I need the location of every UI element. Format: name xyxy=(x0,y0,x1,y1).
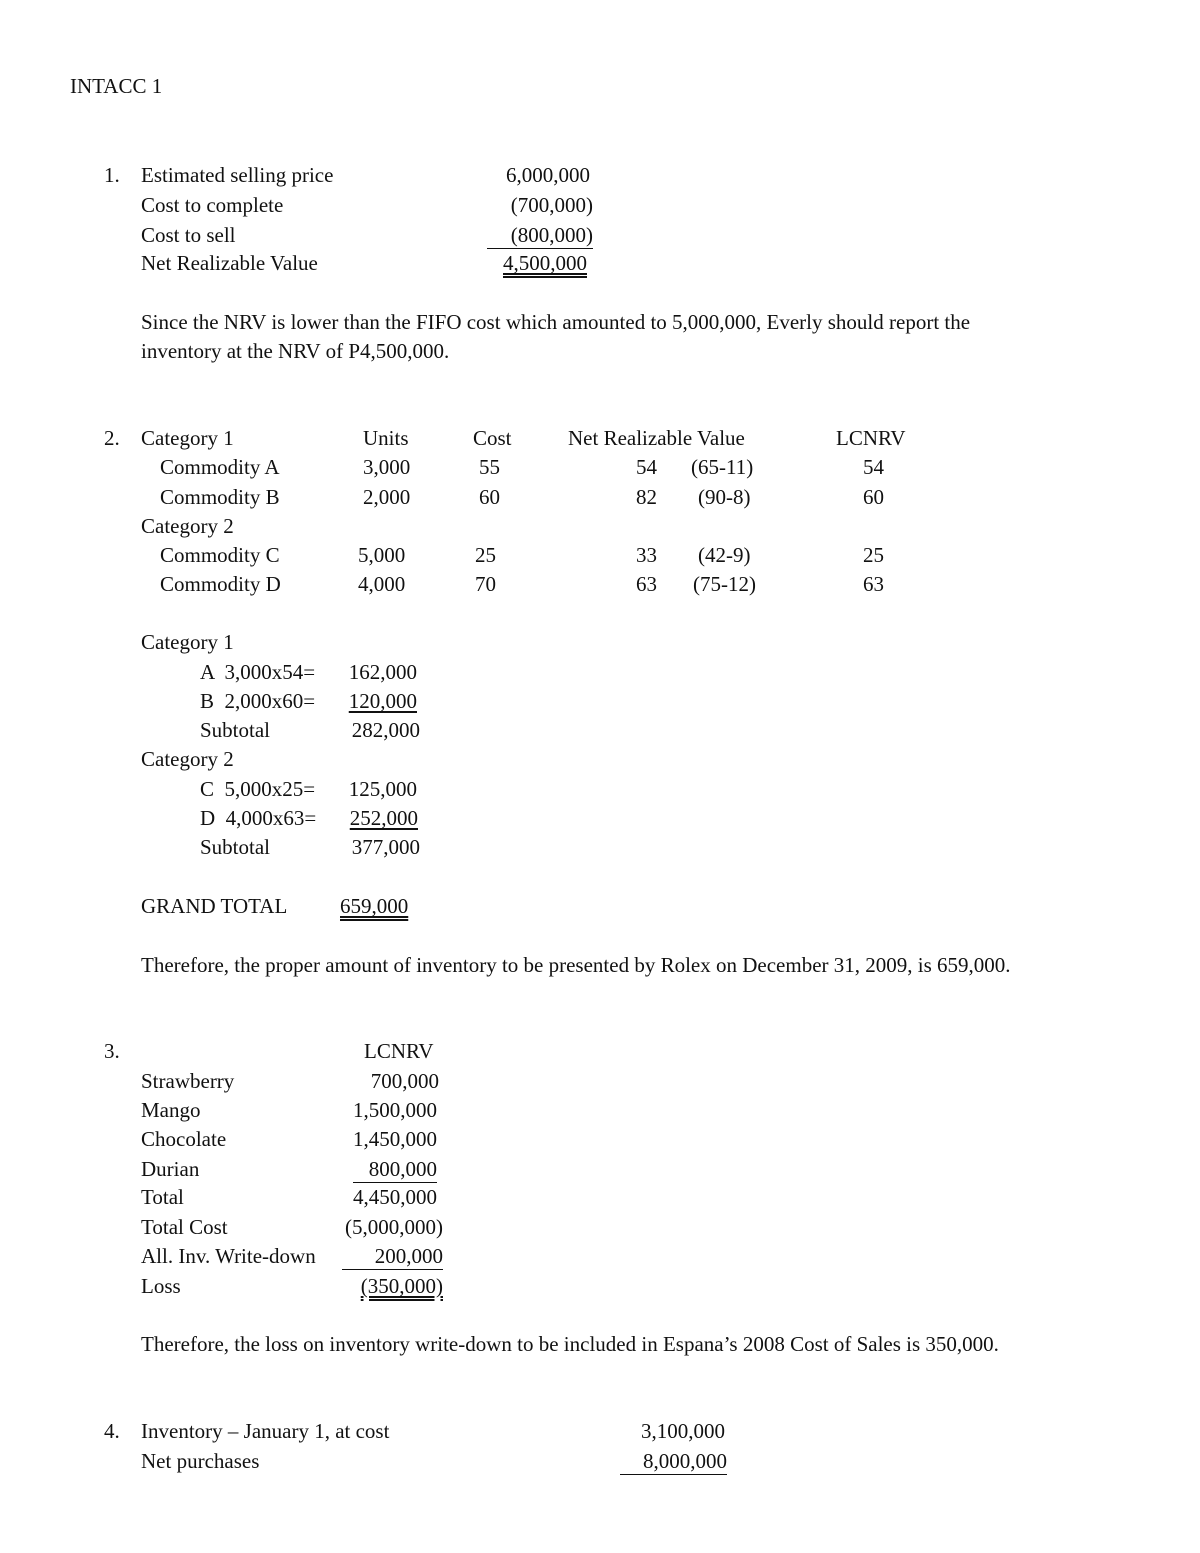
row-label: Estimated selling price xyxy=(141,163,334,187)
commodity-nrv: 63 xyxy=(636,572,657,596)
row-value: 800,000 xyxy=(368,1157,437,1181)
commodity-nrv-calc: (90-8) xyxy=(698,485,751,509)
question-number: 3. xyxy=(104,1039,120,1063)
commodity-nrv: 54 xyxy=(636,455,657,479)
commodity-lcnrv: 54 xyxy=(863,455,884,479)
row-label: Net Realizable Value xyxy=(141,251,318,275)
commodity-name: Commodity A xyxy=(160,455,280,479)
commodity-lcnrv: 60 xyxy=(863,485,884,509)
calc-value: 162,000 xyxy=(348,660,417,684)
paragraph-line: inventory at the NRV of P4,500,000. xyxy=(141,339,450,363)
row-value: (700,000) xyxy=(510,193,593,217)
row-value: 3,100,000 xyxy=(641,1419,725,1443)
row-value: (800,000) xyxy=(510,223,593,247)
calc-expression: A 3,000x54= xyxy=(200,660,316,684)
calc-expression: C 5,000x25= xyxy=(200,777,316,801)
column-header-lcnrv: LCNRV xyxy=(364,1039,434,1063)
commodity-cost: 55 xyxy=(479,455,500,479)
row-label: Durian xyxy=(141,1157,200,1181)
commodity-name: Commodity D xyxy=(160,572,281,596)
row-label: Total Cost xyxy=(141,1215,228,1239)
column-header-units: Units xyxy=(363,426,409,450)
commodity-units: 3,000 xyxy=(363,455,411,479)
calc-expression: D 4,000x63= xyxy=(200,806,317,830)
row-label: Cost to sell xyxy=(141,223,236,247)
column-header-lcnrv: LCNRV xyxy=(836,426,906,450)
commodity-nrv-calc: (75-12) xyxy=(693,572,756,596)
row-value: 1,450,000 xyxy=(353,1127,437,1151)
category-heading: Category 1 xyxy=(141,426,234,450)
row-value: 1,500,000 xyxy=(353,1098,437,1122)
page-header: INTACC 1 xyxy=(70,74,163,98)
paragraph-line: Since the NRV is lower than the FIFO cost which amounted to 5,000,000, Everly should report the xyxy=(141,310,971,334)
commodity-name: Commodity C xyxy=(160,543,280,567)
commodity-name: Commodity B xyxy=(160,485,280,509)
conclusion-paragraph: Therefore, the proper amount of inventory to be presented by Rolex on December 31, 2009, is 659,000. xyxy=(141,953,1011,977)
row-label: Total xyxy=(141,1185,184,1209)
calc-value: 252,000 xyxy=(349,806,418,830)
row-value: 4,450,000 xyxy=(353,1185,437,1209)
commodity-cost: 25 xyxy=(475,543,496,567)
calc-value: 125,000 xyxy=(348,777,417,801)
commodity-nrv-calc: (42-9) xyxy=(698,543,751,567)
commodity-lcnrv: 25 xyxy=(863,543,884,567)
commodity-units: 4,000 xyxy=(358,572,406,596)
row-label: All. Inv. Write-down xyxy=(141,1244,316,1268)
calc-category-heading: Category 2 xyxy=(141,747,234,771)
row-value: 8,000,000 xyxy=(643,1449,727,1473)
subtotal-value: 282,000 xyxy=(351,718,420,742)
row-label: Cost to complete xyxy=(141,193,284,217)
commodity-units: 2,000 xyxy=(363,485,411,509)
row-value: (5,000,000) xyxy=(345,1215,443,1239)
subtotal-value: 377,000 xyxy=(351,835,420,859)
subtotal-label: Subtotal xyxy=(200,718,271,742)
row-label: Strawberry xyxy=(141,1069,235,1093)
row-label: Mango xyxy=(141,1098,201,1122)
row-label: Inventory – January 1, at cost xyxy=(141,1419,390,1443)
calc-category-heading: Category 1 xyxy=(141,630,234,654)
commodity-cost: 70 xyxy=(475,572,496,596)
row-value: 6,000,000 xyxy=(506,163,590,187)
row-label: Chocolate xyxy=(141,1127,227,1151)
row-value: 700,000 xyxy=(370,1069,439,1093)
row-value-total: 4,500,000 xyxy=(503,251,587,275)
commodity-cost: 60 xyxy=(479,485,500,509)
grand-total-label: GRAND TOTAL xyxy=(141,894,288,918)
row-value-total: (350,000) xyxy=(360,1274,443,1298)
commodity-units: 5,000 xyxy=(358,543,406,567)
question-number: 1. xyxy=(104,163,120,187)
commodity-nrv-calc: (65-11) xyxy=(691,455,754,479)
column-header-cost: Cost xyxy=(473,426,512,450)
question-number: 2. xyxy=(104,426,120,450)
subtotal-label: Subtotal xyxy=(200,835,271,859)
calc-expression: B 2,000x60= xyxy=(200,689,316,713)
row-label: Net purchases xyxy=(141,1449,260,1473)
calc-value: 120,000 xyxy=(348,689,417,713)
commodity-nrv: 33 xyxy=(636,543,657,567)
category-heading: Category 2 xyxy=(141,514,234,538)
conclusion-paragraph: Therefore, the loss on inventory write-down to be included in Espana’s 2008 Cost of Sales is 350,000. xyxy=(141,1332,999,1356)
grand-total-value: 659,000 xyxy=(340,894,409,918)
commodity-lcnrv: 63 xyxy=(863,572,884,596)
row-label: Loss xyxy=(141,1274,181,1298)
question-number: 4. xyxy=(104,1419,120,1443)
column-header-nrv: Net Realizable Value xyxy=(568,426,745,450)
commodity-nrv: 82 xyxy=(636,485,657,509)
row-value: 200,000 xyxy=(374,1244,443,1268)
